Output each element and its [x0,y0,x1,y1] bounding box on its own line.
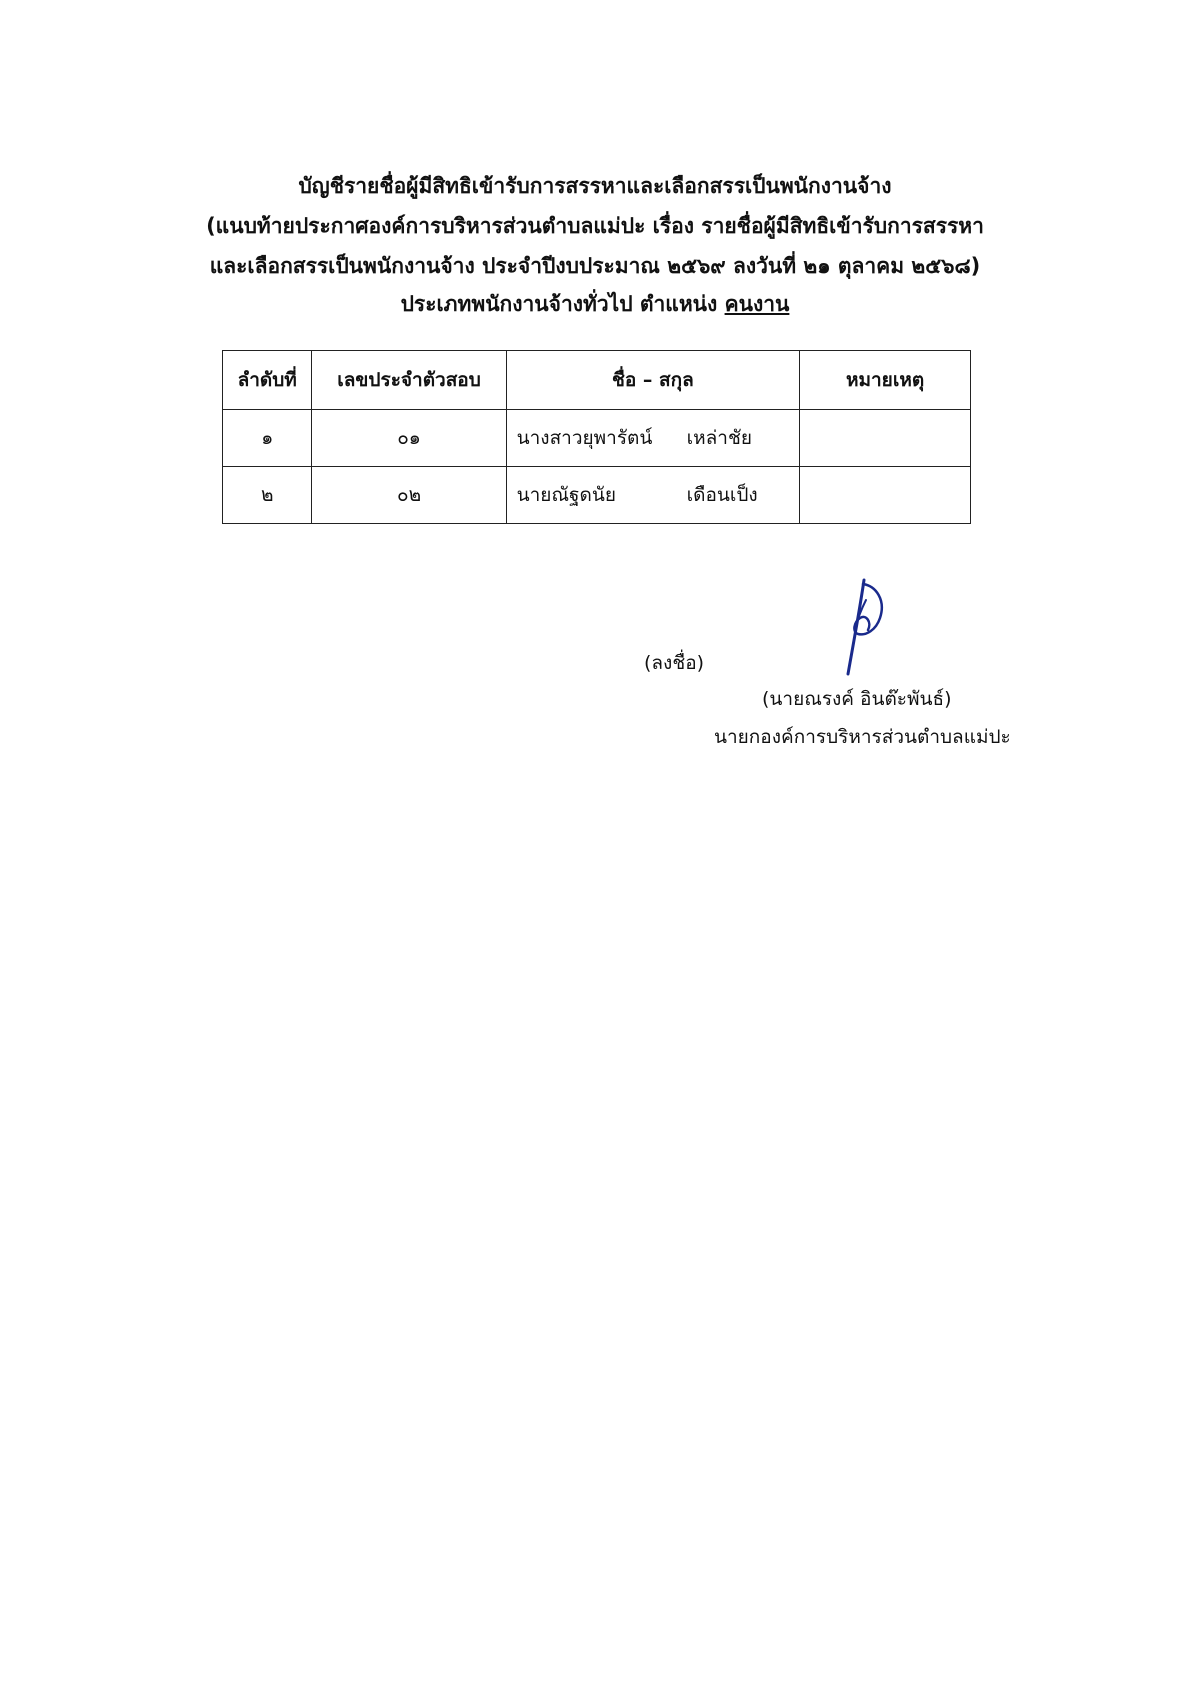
signer-title: นายกองค์การบริหารส่วนตำบลแม่ปะ [714,726,1011,748]
signer-name: (นายณรงค์ อินต๊ะพันธ์) [762,688,952,710]
document-subtitle-line-1: (แนบท้ายประกาศองค์การบริหารส่วนตำบลแม่ปะ เรื่อง รายชื่อผู้มีสิทธิเข้ารับการสรรหา [206,214,984,238]
header-exam-id: เลขประจำตัวสอบ [312,351,506,410]
handwritten-signature [836,578,896,682]
position-name: คนงาน [724,292,790,316]
header-seq: ลำดับที่ [223,351,312,410]
last-name: เหล่าชัย [686,427,752,449]
cell-note [800,467,971,524]
first-name: นายณัฐดนัย [516,484,617,506]
table-row [223,410,971,467]
candidate-table [222,350,971,524]
position-line [0,284,1190,324]
cell-name [506,467,800,524]
cell-exam-id: ๐๑ [312,410,506,467]
last-name: เดือนเป็ง [686,484,758,506]
document-title: บัญชีรายชื่อผู้มีสิทธิเข้ารับการสรรหาและเลือกสรรเป็นพนักงานจ้าง [298,174,892,198]
header-note: หมายเหตุ [800,351,971,410]
position-prefix: ประเภทพนักงานจ้างทั่วไป ตำแหน่ง [400,292,725,316]
cell-exam-id: ๐๒ [312,467,506,524]
signature-label: (ลงชื่อ) [644,652,705,674]
header-name: ชื่อ – สกุล [506,351,800,410]
table-row [223,467,971,524]
table-header-row [223,351,971,410]
document-subtitle-line-2: และเลือกสรรเป็นพนักงานจ้าง ประจำปีงบประมาณ ๒๕๖๙ ลงวันที่ ๒๑ ตุลาคม ๒๕๖๘) [209,254,981,278]
cell-seq: ๑ [223,410,312,467]
cell-seq: ๒ [223,467,312,524]
cell-note [800,410,971,467]
cell-name [506,410,800,467]
first-name: นางสาวยุพารัตน์ [516,427,653,449]
